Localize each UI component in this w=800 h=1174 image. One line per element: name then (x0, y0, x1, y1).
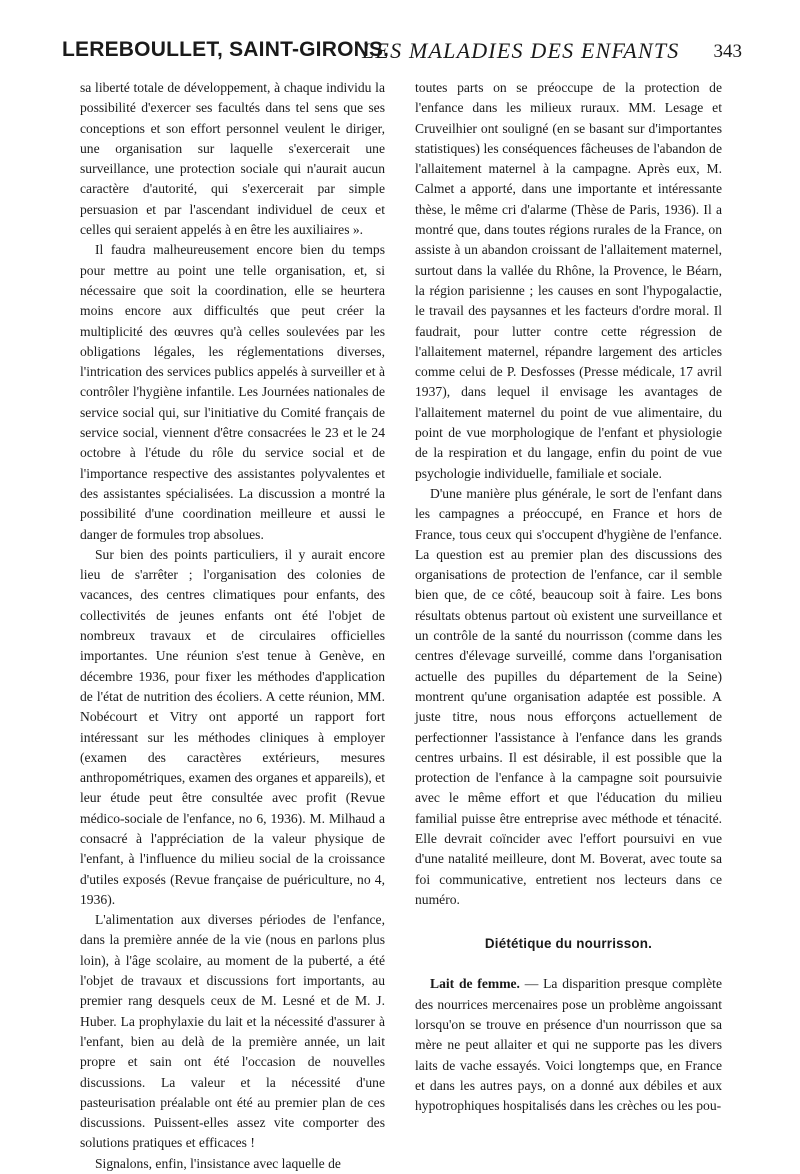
running-head (62, 38, 742, 72)
paragraph-lead: Lait de femme. (430, 976, 520, 992)
page-number: 343 (713, 41, 742, 62)
paragraph: D'une manière plus générale, le sort de l'enfant dans les campagnes a préoccupé, en France et hors de France, tous ceux qui s'occupent d'hygiène de l'enfance. La question est au premier plan des discussions des organisations de protection de l'enfance, car il semble bien que, de ce côté, beaucoup soit à faire. Les bons résultats obtenus partout où existent une surveillance et un contrôle de la santé du nourrisson (comme dans les centres d'élevage surveillé, comme dans l'organisation actuelle des pupilles du département de la Seine) montrent qu'une organisation adaptée est possible. A juste titre, nous nous efforçons actuellement de perfectionner l'assistance à l'enfance dans les grands centres urbains. Il est désirable, il est possible que la protection de l'enfance à la campagne soit poursuivie avec le même effort et que l'éducation du milieu familial puisse être entreprise avec méthode et ténacité. Elle devrait coïncider avec l'effort poursuivi en vue d'une natalité meilleure, dont M. Boverat, avec toute sa foi communicative, entretient nos lecteurs dans ce numéro. (415, 485, 722, 907)
paragraph: Il faudra malheureusement encore bien du temps pour mettre au point une telle organisation, et, si nécessaire que soit la coordination, elle se heurtera moins encore aux difficultés que peut créer la multiplicité des œuvres qu'à celles soulevées par les obligations légales, les réglementations diverses, l'intrication des services publics appelés à surveiller et à contrôler l'hygiène infantile. Les Journées nationales de service social qui, sur l'initiative du Comité français de service social, viennent d'être consacrées le 23 et le 24 octobre à l'étude du rôle du service social et de l'importance respective des assistantes polyvalentes et des assistantes spécialisées. La discussion a montré la possibilité d'une coordination meilleure et aussi le danger de formules trop absolues. (80, 242, 385, 542)
paragraph: toutes parts on se préoccupe de la protection de l'enfance dans les milieux ruraux. MM. Lesage et Cruveilhier ont souligné (en se basant sur d'importantes statistiques) les conséquences fâcheuses de l'abandon de l'allaitement maternel à la campagne. Après eux, M. Calmet a apporté, dans une importante et intéressante thèse, le même cri d'alarme (Thèse de Paris, 1936). Il a montré que, dans toutes régions rurales de la France, on assiste à un abandon croissant de l'allaitement maternel, surtout dans la vallée du Rhône, la Provence, le Béarn, la région parisienne ; les causes en sont l'hypogalactie, le travail des paysannes et les facteurs d'ordre moral. Il faudrait, pour lutter contre cette régression de l'allaitement maternel, répandre largement des articles comme celui de P. Desfosses (Presse médicale, 17 avril 1937), dans lequel il envisage les avantages de l'allaitement maternel du point de vue alimentaire, du point de vue morphologique de l'enfant et physiologie de la respiration et du langage, enfin du point de vue psychologie individuelle, familiale et sociale. (415, 80, 722, 481)
paragraph: Signalons, enfin, l'insistance avec laquelle de (95, 1155, 341, 1171)
paragraph-body: — La disparition presque complète des nourrices mercenaires pose un problème angoissant lorsqu'on se trouve en présence d'un nourrisson que sa mère ne peut allaiter et qui ne supporte pas les divers laits de vache essayés. Voici longtemps que, en France et dans les autres pays, on a donné aux débiles et aux hypotrophiques hospitalisés dans les crèches ou les pou- (415, 976, 722, 1114)
header-authors: LEREBOULLET, SAINT-GIRONS. (62, 38, 390, 61)
paragraph: sa liberté totale de développement, à chaque individu la possibilité d'exercer ses facultés dans tel sens que ses conceptions et son effort personnel veulent le diriger, une organisation sur laquelle s'exercerait une surveillance, une protection sociale qui n'aurait aucun caractère d'autorité, qui s'exercerait par simple persuasion et par l'ascendant individuel de ceux et celles qui seraient appelés à en être les auxiliaires ». (80, 80, 385, 238)
left-column (80, 78, 385, 1174)
paragraph: Sur bien des points particuliers, il y aurait encore lieu de s'arrêter ; l'organisation des colonies de vacances, des centres climatiques pour enfants, des collectivités de jeunes enfants ont été l'objet de nombreux travaux et de circulaires officielles importantes. Une réunion s'est tenue à Genève, en décembre 1936, pour fixer les méthodes d'application de l'état de nutrition des écoliers. A cette réunion, MM. Nobécourt et Vitry ont apporté un rapport fort intéressant sur les méthodes cliniques à employer (examen des caractères extérieurs, mesures anthropométriques, examen des organes et appareils), et leur étude peut être consultée avec profit (Revue médico-sociale de l'enfance, no 6, 1936). M. Milhaud a consacré à l'appréciation de la valeur physique de l'enfant, à l'influence du milieu social de la croissance d'utiles exposés (Revue française de puériculture, no 4, 1936). (80, 546, 385, 907)
paragraph: L'alimentation aux diverses périodes de l'enfance, dans la première année de la vie (nous en parlons plus loin), à l'âge scolaire, au moment de la puberté, a été l'objet de travaux et discussions fort importants, au premier rang desquels ceux de M. Lesné et de M. J. Huber. La prophylaxie du lait et la nécessité d'assurer à l'enfant, bien au delà de la première année, un lait propre et sain ont été l'occasion de nouvelles discussions. La valeur et la nécessité d'une pasteurisation préalable ont été au premier plan de ces discussions. Puissent-elles assez vite comporter des solutions pratiques et efficaces ! (80, 912, 385, 1151)
paragraph (415, 974, 722, 1116)
header-journal-title: LES MALADIES DES ENFANTS (362, 38, 680, 63)
section-heading: Diététique du nourrisson. (484, 936, 653, 952)
right-column (415, 78, 722, 1117)
